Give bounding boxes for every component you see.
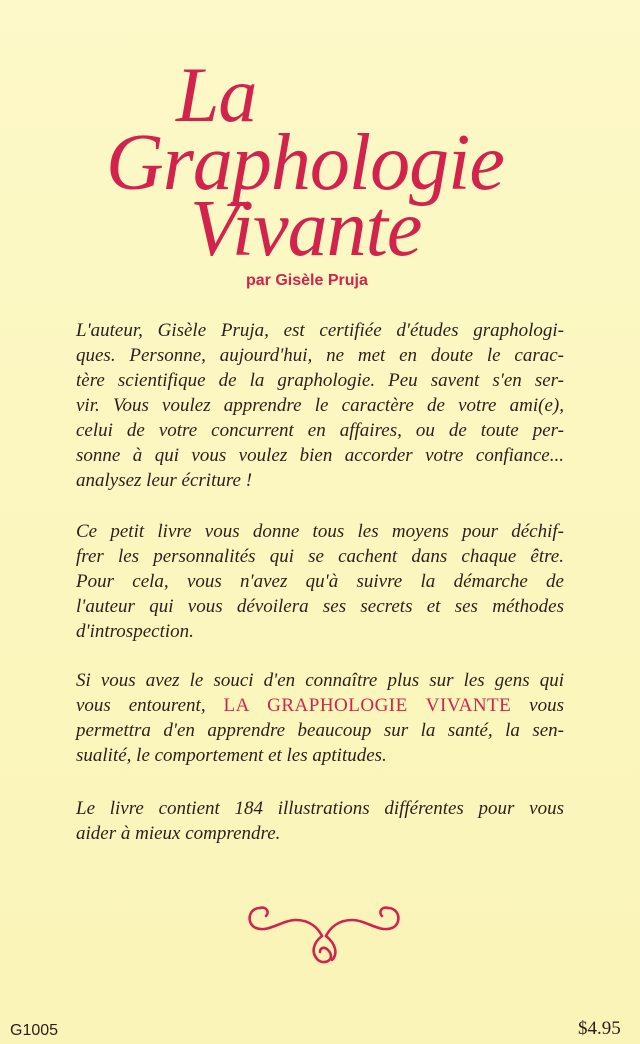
paragraph-line: frer les personnalités qui se cachent dans chaque être.: [76, 546, 564, 567]
title-line-2: Graphologie: [106, 119, 504, 207]
description-paragraph-3: [76, 668, 564, 768]
author-byline: par Gisèle Pruja: [246, 272, 368, 289]
paragraph-line: aider à mieux comprendre.: [76, 823, 281, 844]
paragraph-line: celui de votre concurrent en affaires, ou de toute per-: [76, 420, 564, 441]
line-text-before: vous entourent,: [76, 695, 224, 716]
catalog-code: G1005: [10, 1022, 59, 1039]
paragraph-line: Ce petit livre vous donne tous les moyens pour déchif-: [76, 521, 564, 542]
price-label: $4.95: [578, 1018, 621, 1039]
description-paragraph-2: [76, 519, 564, 644]
title-line-1: La: [176, 51, 257, 138]
paragraph-line: L'auteur, Gisèle Pruja, est certifiée d'études graphologi-: [76, 320, 564, 341]
book-title-highlight: LA GRAPHOLOGIE VIVANTE: [223, 695, 512, 716]
paragraph-line: permettra d'en apprendre beaucoup sur la santé, la sen-: [76, 720, 564, 741]
paragraph-line: sualité, le comportement et les aptitudes.: [76, 745, 387, 766]
paragraph-line: analysez leur écriture !: [76, 470, 253, 491]
paragraph-line: vir. Vous voulez apprendre le caractère de votre ami(e),: [76, 395, 564, 416]
paragraph-line: d'introspection.: [76, 621, 194, 642]
paragraph-line: l'auteur qui vous dévoilera ses secrets et ses méthodes: [76, 596, 564, 617]
description-paragraph-4: [76, 796, 564, 846]
paragraph-line: Si vous avez le souci d'en connaître plus sur les gens qui: [76, 670, 564, 691]
paragraph-line: tère scientifique de la graphologie. Peu savent s'en ser-: [76, 370, 564, 391]
paragraph-line: ques. Personne, aujourd'hui, ne met en doute le carac-: [76, 345, 564, 366]
description-paragraph-1: [76, 318, 564, 493]
line-text-after: vous: [511, 695, 564, 716]
title-line-3: Vivante: [190, 185, 422, 273]
scroll-flourish-icon: [240, 890, 408, 980]
paragraph-line-with-title: [76, 693, 564, 718]
paragraph-line: Pour cela, vous n'avez qu'à suivre la démarche de: [76, 571, 564, 592]
paragraph-line: Le livre contient 184 illustrations différentes pour vous: [76, 798, 564, 819]
paragraph-line: sonne à qui vous voulez bien accorder votre confiance...: [76, 445, 564, 466]
